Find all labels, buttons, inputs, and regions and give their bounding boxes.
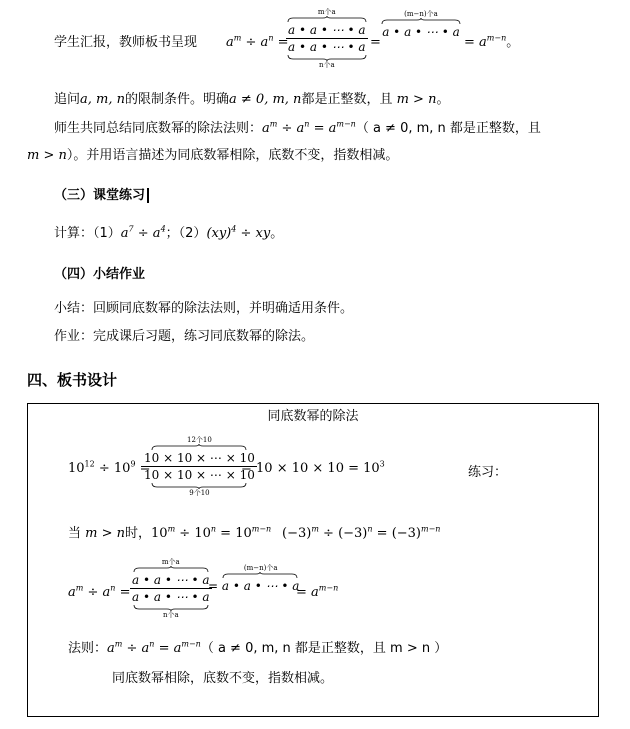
middle-count-label: (m−n)个a — [404, 10, 438, 18]
board-general-lhs: $a^m \div a^n$ = — [68, 583, 131, 600]
report-result: = $a^{m-n}$。 — [464, 33, 520, 50]
text-cursor — [147, 188, 149, 203]
ex1-numerator: 10 × 10 × ⋯ × 10 — [144, 451, 255, 465]
board-negative-example: $(-3)^m \div (-3)^n = (-3)^{m-n}$ — [282, 524, 441, 541]
board-practice-label: 练习： — [468, 465, 508, 480]
board-general-fraction — [130, 558, 212, 619]
ex1-top-count: 12个10 — [187, 436, 212, 444]
board-general-middle: (m−n)个a = a • a • ⋯ • a — [208, 564, 300, 593]
board-design-heading: 四、板书设计 — [27, 371, 118, 389]
calc-exercise: 计算：$(1)a^7 \div a^4$；（2）(xy)$^4$ ÷ xy。 — [54, 224, 284, 241]
homework-text: 作业：完成课后习题，练习同底数幂的除法。 — [54, 329, 315, 344]
ex1-denominator: 10 × 10 × ⋯ × 10 — [144, 468, 255, 482]
board-when-line: 当 m > n时，$10^m \div 10^n = 10^{m-n}$ — [68, 524, 272, 541]
board-title: 同底数幂的除法 — [267, 409, 359, 424]
report-prefix: 学生汇报，教师板书呈现 — [54, 35, 198, 50]
board-rule-line: 法则：$a^m \div a^n = a^{m-n}$（ a ≠ 0, m, n 都是正整数，且 m > n ） — [68, 639, 448, 656]
paragraph-followup: 追问a, m, n的限制条件。明确a ≠ 0, m, n都是正整数，且 m > n。 — [54, 92, 450, 107]
board-ex1-rhs: = $10 \times 10 \times 10 = 10^3$ — [241, 459, 385, 476]
gen-bottom-count: n个a — [162, 611, 179, 619]
paragraph-rule-line2: m > n）。并用语言描述为同底数幂相除，底数不变，指数相减。 — [27, 148, 399, 163]
report-lhs: $a^m \div a^n$ = — [226, 33, 289, 50]
document-page: 学生汇报，教师板书呈现 $a^m \div a^n$ = m个a a • a • ⋯ • a a • a • ⋯ • a n个a = (m−n)个a a • a • ⋯ • a = $a^{m-n}$。 追问a, m, n的限制条件。明确a ≠ 0, m, n都是正整数，且 m > n。 师生共同总结同底数幂的除法法则：$a^m \div a^n = a^{m-n}$（ a ≠ 0, m, n 都是正整数，且 m > n）。并用语言描述为同底数幂相除，底数不变，指数相减。 （三）课堂练习 计算：$(1)a^7 \div a^4$；（2）(xy)$^4$ ÷ xy。 （四）小结作业 小结：回顾同底数幂的除法法则，并明确适用条件。 作业：完成课后习题，练习同底数幂的除法。 四、板书设计 同底数幂的除法 $10^{12} \div 10^9$ = 12个10 10 × 10 × ⋯ × 10 10 × 10 × ⋯ × 10 9个10 = $10 \times 10 \times 10 = 10^3$ 练习： 当 m > n时，$10^m \div 10^n = 10^{m-n}$ $(-3)^m \div (-3)^n = (-3)^{m-n}$ $a^m \div a^n$ = m个a a • a • ⋯ • a a • a • ⋯ • a n个a (m−n)个a = a • a • ⋯ • a = $a^{m-n}$ 法则：$a^m \div a^n = a^{m-n}$（ a ≠ 0, m, n 都是正整数，且 m > n ） 同底数幂相除，底数不变，指数相减。 — [0, 0, 630, 729]
fraction-denominator: a • a • ⋯ • a — [288, 40, 366, 54]
fraction-numerator: a • a • ⋯ • a — [288, 23, 366, 37]
section-practice-title: （三）课堂练习 — [54, 187, 149, 205]
report-fraction — [286, 8, 368, 69]
board-ex1-lhs: $10^{12} \div 10^9$ = — [68, 459, 151, 476]
top-count-label: m个a — [317, 8, 336, 16]
gen-numerator: a • a • ⋯ • a — [132, 573, 210, 587]
board-ex1-fraction — [142, 436, 257, 497]
board-rule-text: 同底数幂相除，底数不变，指数相减。 — [112, 671, 334, 686]
summary-text: 小结：回顾同底数幂的除法法则，并明确适用条件。 — [54, 301, 354, 316]
board-design-box — [27, 403, 599, 717]
board-general-result: = $a^{m-n}$ — [296, 583, 339, 600]
paragraph-rule-line1: 师生共同总结同底数幂的除法法则：$a^m \div a^n = a^{m-n}$（ a ≠ 0, m, n 都是正整数，且 — [54, 119, 541, 136]
section-summary-title: （四）小结作业 — [54, 267, 146, 282]
gen-top-count: m个a — [161, 558, 180, 566]
gen-denominator: a • a • ⋯ • a — [132, 590, 210, 604]
ex1-bottom-count: 9个10 — [189, 489, 210, 497]
middle-product: (m−n)个a a • a • ⋯ • a — [380, 10, 462, 40]
bottom-count-label: n个a — [318, 61, 335, 69]
gen-middle-count: (m−n)个a — [243, 564, 278, 572]
